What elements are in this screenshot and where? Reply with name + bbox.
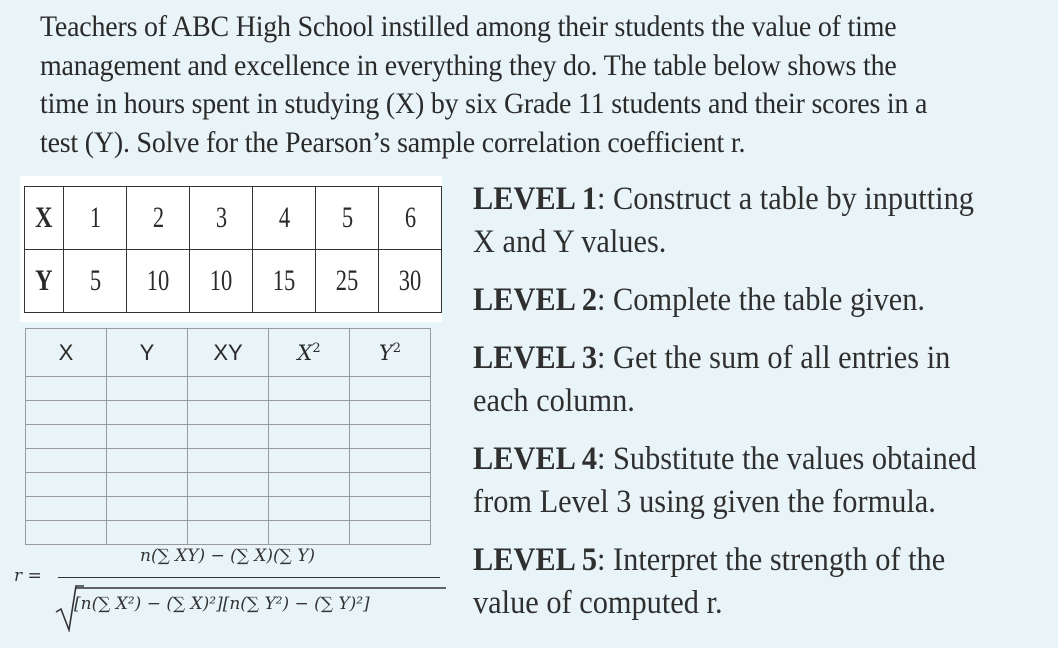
intro-line: test (Y). Solve for the Pearson’s sample correlation coefficient r.: [40, 125, 746, 159]
work-cell[interactable]: [269, 425, 350, 449]
work-cell[interactable]: [188, 497, 269, 521]
work-cell[interactable]: [26, 425, 107, 449]
work-table-row: [26, 449, 431, 473]
work-table-header-row: [26, 329, 431, 377]
work-header-y-squared: $Y^2$: [350, 329, 431, 377]
fraction-bar: [58, 577, 440, 578]
work-cell[interactable]: [107, 401, 188, 425]
level-title: LEVEL 1: [473, 181, 598, 217]
level-item: [473, 337, 1053, 423]
level-text: : Interpret the strength of the: [597, 542, 946, 578]
work-table: [25, 328, 431, 545]
work-cell[interactable]: [350, 401, 431, 425]
work-cell[interactable]: [26, 401, 107, 425]
y-value: 10: [127, 250, 190, 313]
data-table-container: [20, 176, 442, 322]
x-header: X: [25, 187, 64, 250]
work-table-row: [26, 377, 431, 401]
level-text-continued: X and Y values.: [473, 224, 667, 260]
work-cell[interactable]: [107, 497, 188, 521]
work-cell[interactable]: [269, 497, 350, 521]
radical-overline: [76, 586, 446, 590]
level-item: [473, 539, 1053, 625]
y-value: 10: [190, 250, 253, 313]
work-cell[interactable]: [26, 473, 107, 497]
work-cell[interactable]: [269, 449, 350, 473]
work-cell[interactable]: [350, 425, 431, 449]
work-cell[interactable]: [350, 473, 431, 497]
intro-line: Teachers of ABC High School instilled among their students the value of time: [40, 10, 897, 43]
y-header: Y: [25, 250, 64, 313]
level-item: [473, 279, 1053, 322]
y-value: 15: [253, 250, 316, 313]
x-value: 3: [190, 187, 253, 250]
level-text: : Construct a table by inputting: [597, 181, 974, 217]
x-value: 4: [253, 187, 316, 250]
x-row: [25, 187, 442, 250]
level-text-continued: from Level 3 using given the formula.: [473, 484, 936, 520]
work-cell[interactable]: [188, 473, 269, 497]
level-item: [473, 178, 1053, 264]
level-item: [473, 438, 1053, 524]
formula-numerator: n(∑ XY) − (∑ X)(∑ Y): [140, 546, 316, 566]
problem-statement: [40, 8, 961, 162]
level-text: : Substitute the values obtained: [597, 441, 977, 477]
y-row: [25, 250, 442, 313]
intro-line: management and excellence in everything they do. The table below shows the: [40, 48, 897, 82]
work-header-y: Y: [107, 329, 188, 377]
level-text-continued: each column.: [473, 383, 635, 419]
work-cell[interactable]: [269, 521, 350, 545]
work-cell[interactable]: [350, 449, 431, 473]
level-text: : Get the sum of all entries in: [597, 340, 951, 376]
level-title: LEVEL 3: [473, 340, 598, 376]
x-value: 5: [316, 187, 379, 250]
y-value: 25: [316, 250, 379, 313]
level-text-continued: value of computed r.: [473, 585, 723, 621]
x-value: 1: [64, 187, 127, 250]
work-cell[interactable]: [269, 473, 350, 497]
work-cell[interactable]: [26, 377, 107, 401]
work-cell[interactable]: [26, 449, 107, 473]
work-table-row: [26, 521, 431, 545]
levels-list: [473, 178, 1053, 625]
level-title: LEVEL 5: [473, 542, 598, 578]
work-cell[interactable]: [350, 497, 431, 521]
work-cell[interactable]: [188, 521, 269, 545]
x-value: 2: [127, 187, 190, 250]
work-header-x-squared: $X^2$: [269, 329, 350, 377]
work-cell[interactable]: [188, 425, 269, 449]
work-cell[interactable]: [107, 449, 188, 473]
x-value: 6: [379, 187, 442, 250]
work-cell[interactable]: [188, 401, 269, 425]
y-value: 5: [64, 250, 127, 313]
formula-lhs: r =: [14, 566, 42, 586]
work-table-row: [26, 401, 431, 425]
work-cell[interactable]: [269, 401, 350, 425]
work-cell[interactable]: [107, 521, 188, 545]
work-cell[interactable]: [26, 521, 107, 545]
level-title: LEVEL 2: [473, 282, 598, 318]
work-cell[interactable]: [188, 449, 269, 473]
work-cell[interactable]: [107, 425, 188, 449]
work-cell[interactable]: [188, 377, 269, 401]
work-cell[interactable]: [26, 497, 107, 521]
work-cell[interactable]: [269, 377, 350, 401]
work-table-row: [26, 473, 431, 497]
work-table-row: [26, 425, 431, 449]
data-table: [24, 186, 442, 313]
work-header-x: X: [26, 329, 107, 377]
level-text: : Complete the table given.: [597, 282, 926, 318]
pearson-formula: [12, 542, 452, 634]
work-table-row: [26, 497, 431, 521]
formula-denominator: [n(∑ X²) − (∑ X)²][n(∑ Y²) − (∑ Y)²]: [74, 594, 370, 614]
work-header-xy: XY: [188, 329, 269, 377]
work-cell[interactable]: [350, 521, 431, 545]
intro-line: time in hours spent in studying (X) by six Grade 11 students and their scores in a: [40, 87, 928, 120]
y-value: 30: [379, 250, 442, 313]
work-cell[interactable]: [350, 377, 431, 401]
work-cell[interactable]: [107, 473, 188, 497]
work-cell[interactable]: [107, 377, 188, 401]
level-title: LEVEL 4: [473, 441, 598, 477]
